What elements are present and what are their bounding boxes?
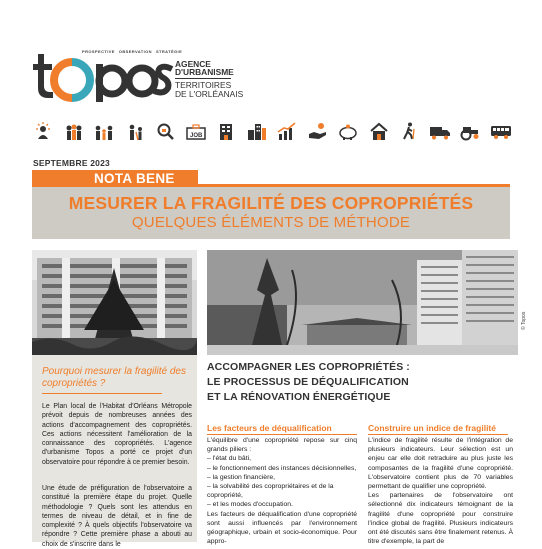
territory-line2: DE L'ORLÉANAIS xyxy=(175,88,244,99)
sidebar-question: Pourquoi mesurer la fragilité des copropriétés ? xyxy=(42,366,186,389)
agency-name-block xyxy=(175,60,243,98)
col2-subheading-rule xyxy=(368,434,508,435)
section-heading-line3: ET LA RÉNOVATION ÉNERGÉTIQUE xyxy=(207,391,391,403)
agency-divider xyxy=(175,78,231,79)
col1-bullet-3: – la gestion financière, xyxy=(207,473,276,481)
title-box xyxy=(32,187,510,239)
family-icon xyxy=(93,120,115,140)
sidebar-paragraph-1: Le Plan local de l'Habitat d'Orléans Métropole prévoit depuis de nombreuses années des actions d'accompagnement des copropriétés. Ces actions nécessitent l'amélioration de la connaissance des copropriétés. L'agence d'urbanisme Topos a porté ce projet d'un observatoire pour répondre à ce premier besoin. xyxy=(42,403,192,466)
hand-coins-icon xyxy=(307,120,329,140)
search-economy-icon xyxy=(154,120,176,140)
col1-subheading: Les facteurs de déqualification xyxy=(207,423,332,433)
territory-line1: TERRITOIRES xyxy=(175,80,232,91)
nota-bene-label: NOTA BENE xyxy=(94,171,175,186)
sun-population-icon xyxy=(32,120,54,140)
section-heading xyxy=(207,360,507,405)
col1-bullet-1: – l'état du bâti, xyxy=(207,455,251,463)
section-heading-line1: ACCOMPAGNER LES COPROPRIÉTÉS : xyxy=(207,361,410,373)
photo-residential-towers xyxy=(207,250,518,355)
truck-icon xyxy=(429,120,451,140)
question-underline xyxy=(42,393,162,394)
nota-bene-banner xyxy=(32,170,510,187)
tractor-icon xyxy=(459,120,481,140)
group-people-icon xyxy=(63,120,85,140)
tagline-observation: OBSERVATION xyxy=(118,49,152,54)
bus-icon xyxy=(490,120,512,140)
col1-paragraph-2: Les facteurs de déqualification d'une copropriété sont aussi influencés par l'environnement géographique, urbain et socio-économique. Pour appro- xyxy=(207,510,357,546)
tagline-strategie: STRATÉGIE xyxy=(155,49,183,54)
document-subtitle: QUELQUES ÉLÉMENTS DE MÉTHODE xyxy=(131,214,411,231)
col1-intro: L'équilibre d'une copropriété repose sur cinq grands piliers : xyxy=(207,437,357,454)
agency-line1: AGENCE xyxy=(175,59,211,69)
hiker-icon xyxy=(398,120,420,140)
col1-bullet-2: – le fonctionnement des instances décisionnelles, xyxy=(207,464,357,472)
publication-date: SEPTEMBRE 2023 xyxy=(33,158,110,168)
svg-text:JOB: JOB xyxy=(189,133,202,139)
sidebar-paragraph-2: Une étude de préfiguration de l'observatoire a constitué la première étape du projet. Quelle méthodologie ? Quels sont les attendus en termes de niveau de détail, et in fine de complexité ? À quels objectifs l'observatoire va répondre ? Cette première phase a abouti au choix de s'inscrire dans le xyxy=(42,485,192,548)
col1-bullet-4: – la solvabilité des copropriétaires et de la copropriété, xyxy=(207,483,334,500)
theme-icons-row xyxy=(32,118,512,140)
growth-chart-icon xyxy=(276,120,298,140)
col1-bullet-5: – et les modes d'occupation. xyxy=(207,501,293,509)
col1-subheading-rule xyxy=(207,434,357,435)
col2-body xyxy=(368,436,513,546)
job-icon xyxy=(185,120,207,140)
elderly-icon xyxy=(124,120,146,140)
col2-paragraph-2: Les partenaires de l'observatoire ont sélectionné dix indicateurs témoignant de la fragilité d'une copropriété pour construire l'indice global de fragilité. Plusieurs indicateurs ont été discutés sans être finalement retenus. À titre d'exemple, la part de xyxy=(368,492,513,546)
photo-apartment-blocks xyxy=(32,250,197,355)
col2-subheading: Construire un indice de fragilité xyxy=(368,423,496,433)
section-heading-line2: LE PROCESSUS DE DÉQUALIFICATION xyxy=(207,376,409,388)
savings-pig-icon xyxy=(337,120,359,140)
photo-credit: © Topos xyxy=(521,311,527,330)
topos-logo xyxy=(32,50,174,102)
building-icon xyxy=(215,120,237,140)
document-title: MESURER LA FRAGILITÉ DES COPROPRIÉTÉS xyxy=(68,193,474,213)
city-icon xyxy=(246,120,268,140)
agency-line2: D'URBANISME xyxy=(175,67,234,78)
sidebar-panel xyxy=(32,355,197,548)
col2-paragraph-1: L'indice de fragilité résulte de l'intégration de plusieurs indicateurs. Leur sélection est un enjeu car elle doit retraduire au plus juste les composantes de la fragilité d'une copropriété. L'observatoire contient plus de 70 variables permettant de qualifier une copropriété. xyxy=(368,437,513,491)
tagline-prospective: PROSPECTIVE xyxy=(82,49,115,54)
house-icon xyxy=(368,120,390,140)
col1-body xyxy=(207,436,357,546)
